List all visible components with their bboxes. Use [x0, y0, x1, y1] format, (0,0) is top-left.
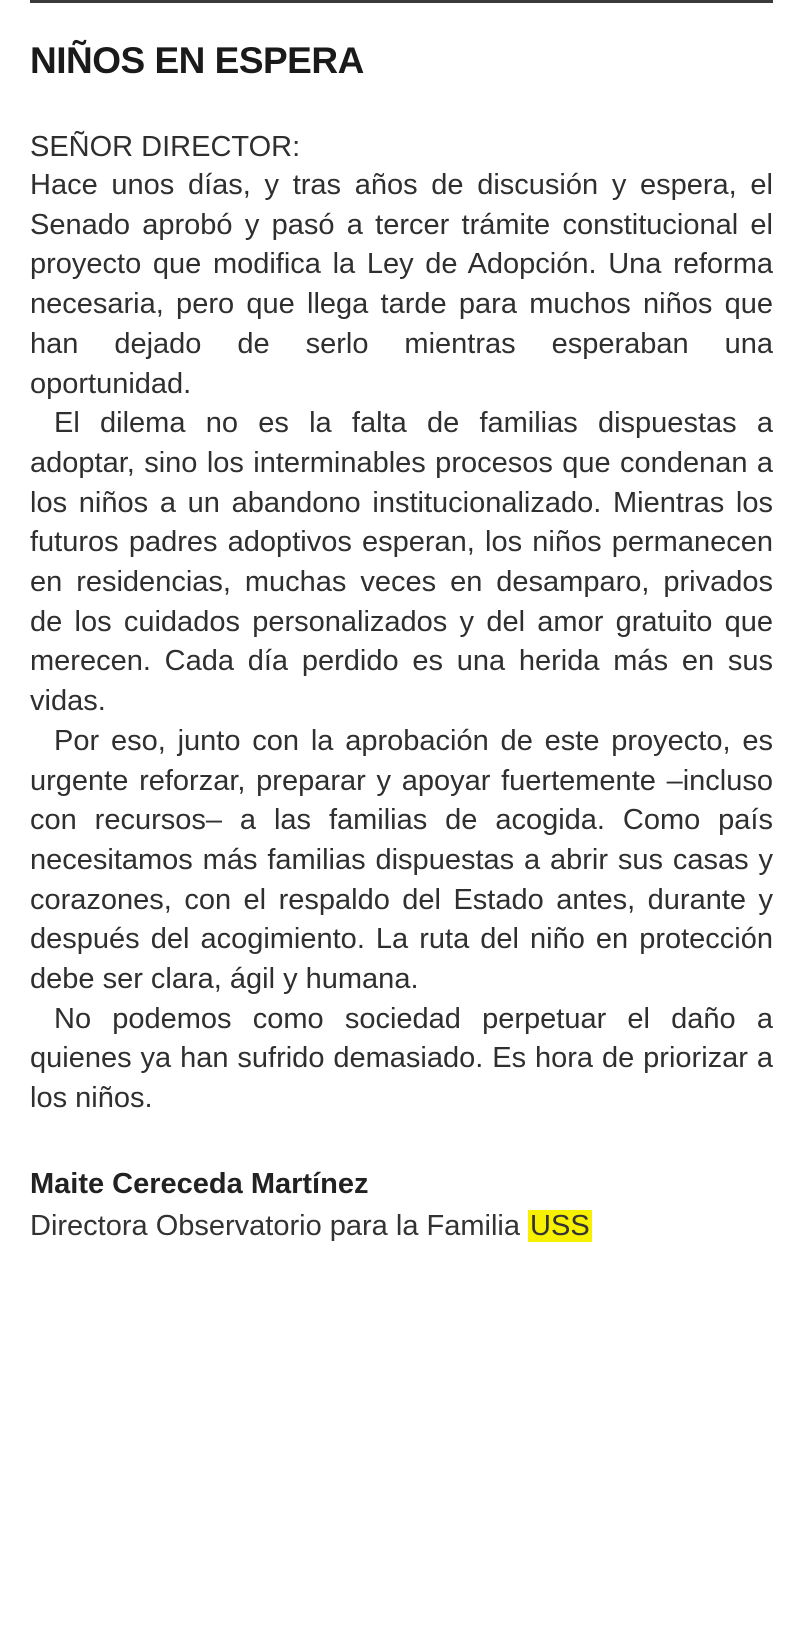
- top-divider: [30, 0, 773, 3]
- salutation: SEÑOR DIRECTOR:: [30, 131, 301, 163]
- paragraph-3: Por eso, junto con la aprobación de este proyecto, es urgente reforzar, preparar y apoyar fuertemente –incluso con recursos– a las familias de acogida. Como país necesitamos más familias dispuestas a abrir sus casas y corazones, con el respaldo del Estado antes, durante y después del acogimiento. La ruta del niño en protección debe ser clara, ágil y humana.: [30, 724, 773, 996]
- paragraph-2: El dilema no es la falta de familias dispuestas a adoptar, sino los interminables procesos que condenan a los niños a un abandono institucionalizado. Mientras los futuros padres adoptivos esperan, los niños permanecen en residencias, muchas veces en desamparo, privados de los cuidados personalizados y del amor gratuito que merecen. Cada día perdido es una herida más en sus vidas.: [30, 407, 773, 718]
- author-name: Maite Cereceda Martínez: [30, 1167, 369, 1200]
- paragraph-4: No podemos como sociedad perpetuar el daño a quienes ya han sufrido demasiado. Es hora de priorizar a los niños.: [30, 1002, 773, 1115]
- letter-to-editor: [30, 38, 773, 1245]
- letter-body: [30, 166, 773, 1119]
- author-affiliation: [30, 1207, 773, 1245]
- signature-block: [30, 1165, 773, 1245]
- paragraph-1: Hace unos días, y tras años de discusión y espera, el Senado aprobó y pasó a tercer trámite constitucional el proyecto que modifica la Ley de Adopción. Una reforma necesaria, pero que llega tarde para muchos niños que han dejado de serlo mientras esperaban una oportunidad.: [30, 169, 773, 400]
- highlighted-acronym: USS: [530, 1209, 590, 1242]
- headline: NIÑOS EN ESPERA: [30, 40, 364, 81]
- affiliation-text: Directora Observatorio para la Familia: [30, 1209, 520, 1242]
